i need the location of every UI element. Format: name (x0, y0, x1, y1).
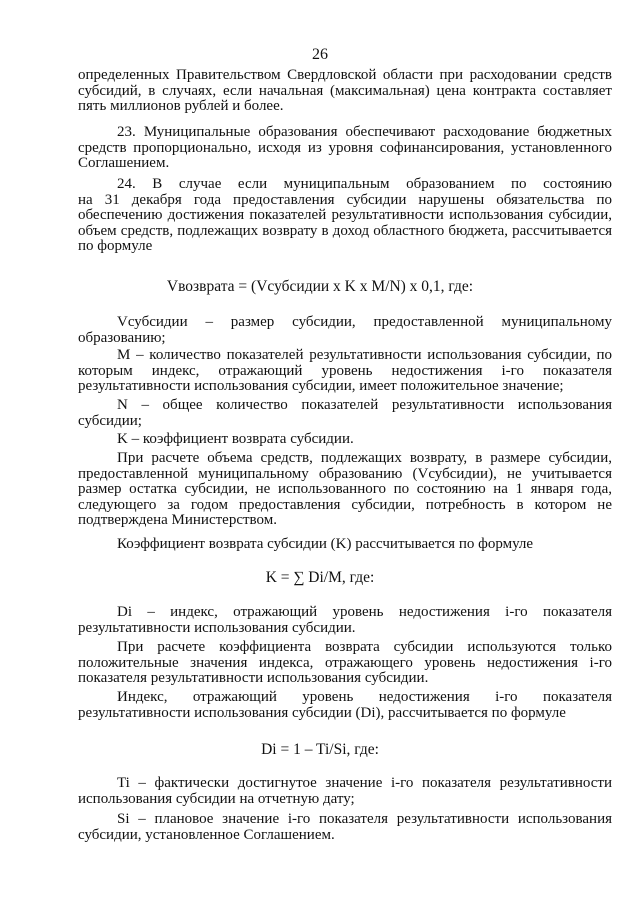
paragraph-text: 23. Муниципальные образования обеспечивают расходование бюджетных средств пропорционально, исходя из уровня софинансирования, установленного Соглашением. (78, 124, 612, 172)
paragraph-continuation (78, 68, 612, 115)
paragraph-text: При расчете коэффициента возврата субсидии используются только положительные значения индекса, отражающего уровень недостижения i-го показателя результативности использования субсидии. (78, 639, 612, 687)
definition-m (78, 348, 612, 395)
formula-k: K = ∑ Di/M, где: (265, 569, 375, 586)
definition-text: K – коэффициент возврата субсидии. (117, 431, 354, 447)
paragraph-23 (78, 125, 612, 172)
paragraph-text: При расчете объема средств, подлежащих возврату, в размере субсидии, предоставленной муниципальному образованию (Vсубсидии), не учитывается размер остатка субсидии, не использованного по состоянию на 1 января года, следующего за годом предоставления субсидии, потребность в котором не подтверждена Министерством. (78, 450, 612, 529)
definition-text: Vсубсидии – размер субсидии, предоставленной муниципальному образованию; (78, 314, 612, 346)
definition-ti (78, 776, 612, 807)
k-calc-note (78, 640, 612, 687)
definition-text: Ti – фактически достигнутое значение i-го показателя результативности использования субсидии на отчетную дату; (78, 775, 612, 807)
definition-text: Di – индекс, отражающий уровень недостижения i-го показателя результативности использования субсидии. (78, 604, 612, 636)
paragraph-text: на 31 декабря года предоставления субсидии нарушены обязательства по обеспечению достижения показателей результативности использования субсидии, объем средств, подлежащих возврату в доход областного бюджета, рассчитывается по формуле (78, 191, 612, 255)
definition-text: Si – плановое значение i-го показателя результативности использования субсидии, установленное Соглашением. (78, 811, 612, 843)
paragraph-text: Индекс, отражающий уровень недостижения i-го показателя результативности использования субсидии (Di), рассчитывается по формуле (78, 689, 612, 721)
paragraph-text: Коэффициент возврата субсидии (K) рассчитывается по формуле (117, 536, 534, 552)
definition-n (78, 398, 612, 429)
paragraph-text: определенных Правительством Свердловской области при расходовании средств субсидий, в случаях, если начальная (максимальная) цена контракта составляет пять миллионов рублей и более. (78, 67, 612, 115)
page-number: 26 (312, 46, 328, 63)
definition-k (78, 432, 612, 448)
definition-v-subsidy (78, 315, 612, 346)
definition-di (78, 605, 612, 636)
definition-text: N – общее количество показателей результативности использования субсидии; (78, 397, 612, 429)
di-intro (78, 690, 612, 721)
calc-note (78, 451, 612, 529)
paragraph-24 (78, 177, 612, 255)
formula-di: Di = 1 – Ti/Si, где: (261, 741, 379, 758)
paragraph-first-line: 24. В случае если муниципальным образованием по состоянию (117, 176, 612, 192)
definition-text: М – количество показателей результативности использования субсидии, по которым индекс, отражающий уровень недостижения i-го показателя результативности использования субсидии, имеет положительное значение; (78, 347, 612, 395)
k-intro (78, 537, 612, 553)
definition-si (78, 812, 612, 843)
formula-v-return: Vвозврата = (Vсубсидии х K х M/N) х 0,1, где: (166, 278, 474, 295)
